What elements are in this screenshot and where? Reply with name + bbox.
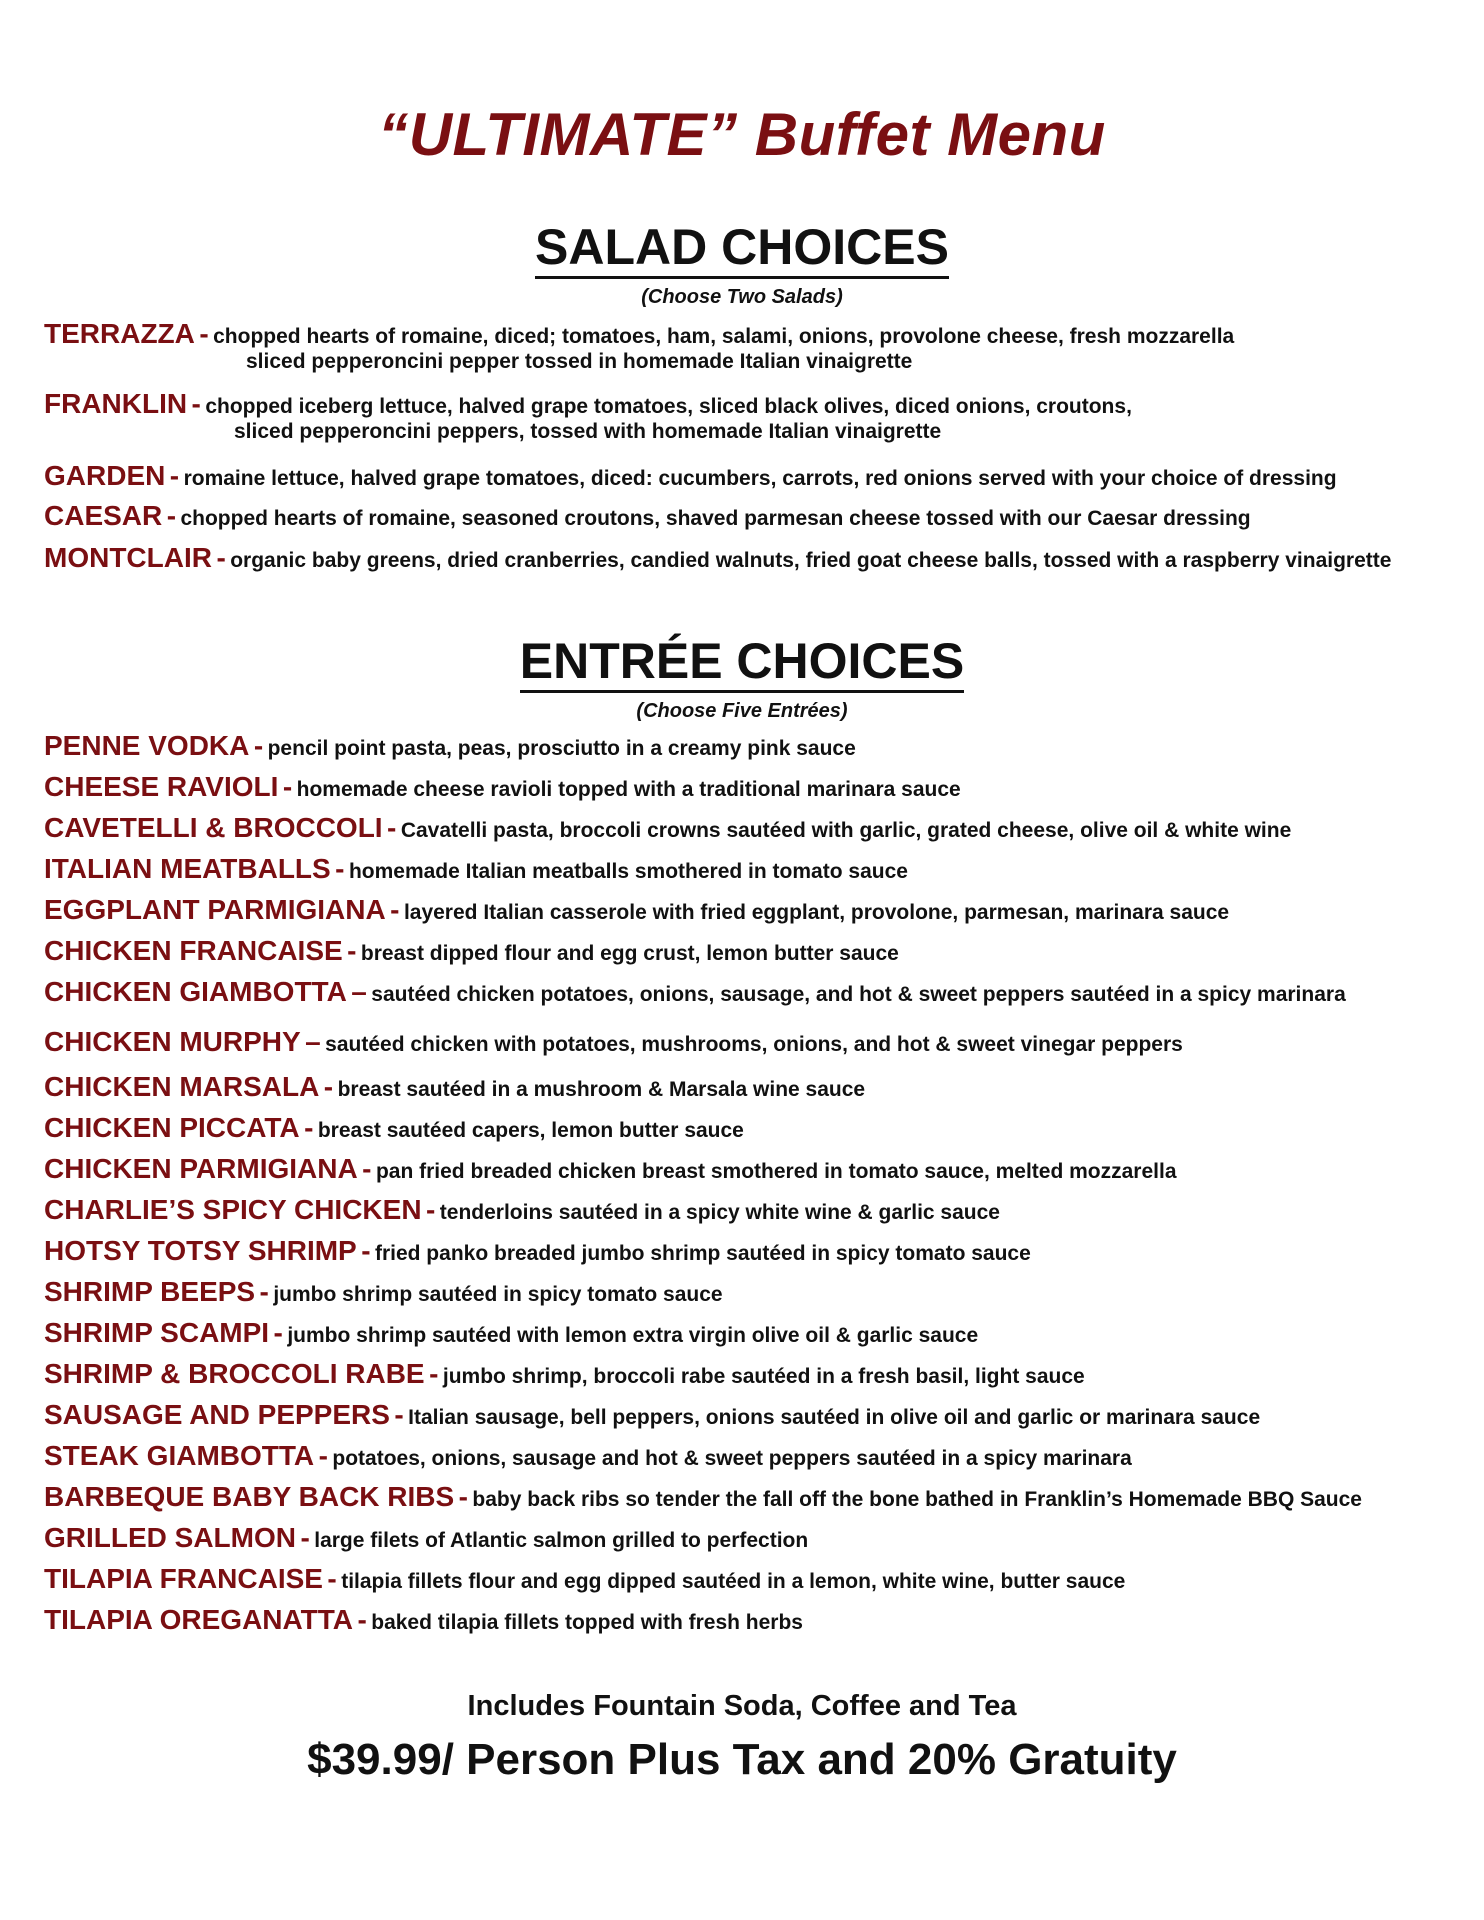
entree-item-separator: – [305, 1026, 321, 1057]
entree-item [44, 894, 1454, 926]
entree-item [44, 771, 1454, 803]
entree-item-name: TILAPIA OREGANATTA [44, 1604, 354, 1635]
entree-item [44, 1358, 1454, 1390]
price-line: $39.99/ Person Plus Tax and 20% Gratuity [307, 1735, 1177, 1784]
entree-item [44, 1481, 1454, 1513]
entree-item [44, 730, 1454, 762]
entree-item [44, 812, 1454, 844]
entree-item-separator: - [347, 935, 357, 966]
menu-title: “ULTIMATE” Buffet Menu [378, 101, 1106, 168]
entree-item-separator: - [458, 1481, 468, 1512]
salad-item-description: romaine lettuce, halved grape tomatoes, diced: cucumbers, carrots, red onions served with your choice of dressing [183, 467, 1337, 490]
entree-item-description: pan fried breaded chicken breast smothered in tomato sauce, melted mozzarella [375, 1160, 1177, 1183]
salad-item-description: chopped hearts of romaine, seasoned croutons, shaved parmesan cheese tossed with our Caesar dressing [180, 507, 1251, 530]
salad-item [44, 388, 1454, 444]
salad-item-description-continued: sliced pepperoncini peppers, tossed with homemade Italian vinaigrette [234, 420, 942, 443]
salad-item-separator: - [169, 460, 180, 491]
entree-item-separator: - [426, 1194, 436, 1225]
entree-item-description: sautéed chicken potatoes, onions, sausage, and hot & sweet peppers sautéed in a spicy marinara [371, 983, 1346, 1006]
entree-item [44, 1522, 1454, 1554]
entree-item-name: CAVETELLI & BROCCOLI [44, 812, 383, 843]
salad-item-name: GARDEN [44, 460, 166, 491]
entree-item-name: BARBEQUE BABY BACK RIBS [44, 1481, 455, 1512]
entree-item-separator: - [327, 1563, 337, 1594]
entree-item-description: jumbo shrimp sautéed in spicy tomato sauce [273, 1283, 723, 1306]
entree-item-description: pencil point pasta, peas, prosciutto in a creamy pink sauce [267, 737, 856, 760]
entree-item [44, 1604, 1454, 1636]
entree-item-name: GRILLED SALMON [44, 1522, 296, 1553]
salad-heading: SALAD CHOICES [0, 218, 1484, 276]
salad-item-name: CAESAR [44, 500, 163, 531]
salad-item [44, 460, 1454, 492]
entree-item-description: large filets of Atlantic salmon grilled to perfection [314, 1529, 809, 1552]
salad-item-description-continued: sliced pepperoncini pepper tossed in homemade Italian vinaigrette [246, 350, 913, 373]
entree-item-description: homemade cheese ravioli topped with a traditional marinara sauce [296, 778, 961, 801]
salad-item-separator: - [166, 500, 177, 531]
entree-item-description: sautéed chicken with potatoes, mushrooms, onions, and hot & sweet vinegar peppers [325, 1033, 1183, 1056]
entree-item-description: Cavatelli pasta, broccoli crowns sautéed with garlic, grated cheese, olive oil & white wine [400, 819, 1292, 842]
entree-item-name: CHICKEN MARSALA [44, 1071, 320, 1102]
entree-item-separator: - [259, 1276, 269, 1307]
salad-item [44, 542, 1454, 574]
entree-item-description: breast sautéed capers, lemon butter sauce [317, 1119, 744, 1142]
entree-item-name: CHICKEN PARMIGIANA [44, 1153, 358, 1184]
salad-item-name: TERRAZZA [44, 318, 195, 349]
entree-heading: ENTRÉE CHOICES [0, 632, 1484, 690]
entree-item [44, 1399, 1454, 1431]
entree-item [44, 1276, 1454, 1308]
salad-item [44, 500, 1454, 532]
entree-item-description: jumbo shrimp sautéed with lemon extra virgin olive oil & garlic sauce [287, 1324, 979, 1347]
salad-item-description: chopped iceberg lettuce, halved grape tomatoes, sliced black olives, diced onions, croutons, [205, 395, 1132, 418]
entree-item-name: SHRIMP BEEPS [44, 1276, 256, 1307]
entree-item [44, 1194, 1454, 1226]
entree-item-description: breast sautéed in a mushroom & Marsala wine sauce [337, 1078, 866, 1101]
entree-item [44, 1153, 1454, 1185]
entree-item-separator: - [282, 771, 293, 802]
entree-item-name: TILAPIA FRANCAISE [44, 1563, 323, 1594]
salad-subheading: (Choose Two Salads) [641, 286, 843, 308]
entree-item-name: SHRIMP SCAMPI [44, 1317, 270, 1348]
entree-item-description: jumbo shrimp, broccoli rabe sautéed in a fresh basil, light sauce [442, 1365, 1085, 1388]
entree-item [44, 1563, 1454, 1595]
entree-item-separator: - [394, 1399, 404, 1430]
entree-item-name: CHICKEN FRANCAISE [44, 935, 343, 966]
entree-item-separator: - [318, 1440, 328, 1471]
entree-item-description: potatoes, onions, sausage and hot & sweet peppers sautéed in a spicy marinara [332, 1447, 1132, 1470]
entree-item [44, 976, 1454, 1008]
entree-item-description: Italian sausage, bell peppers, onions sautéed in olive oil and garlic or marinara sauce [408, 1406, 1261, 1429]
salad-item [44, 318, 1454, 374]
entree-item-separator: - [323, 1071, 334, 1102]
entree-item-name: HOTSY TOTSY SHRIMP [44, 1235, 357, 1266]
salad-item-separator: - [191, 388, 201, 419]
salad-item-separator: - [216, 542, 226, 573]
entree-item-description: baby back ribs so tender the fall off the bone bathed in Franklin’s Homemade BBQ Sauce [472, 1488, 1362, 1511]
entree-item-separator: - [357, 1604, 367, 1635]
includes-note: Includes Fountain Soda, Coffee and Tea [467, 1690, 1017, 1722]
entree-item-separator: - [429, 1358, 439, 1389]
entree-item-separator: - [362, 1153, 372, 1184]
entree-item-description: fried panko breaded jumbo shrimp sautéed in spicy tomato sauce [374, 1242, 1031, 1265]
entree-item-description: layered Italian casserole with fried eggplant, provolone, parmesan, marinara sauce [403, 901, 1230, 924]
entree-item [44, 853, 1454, 885]
entree-item-separator: – [351, 976, 367, 1007]
entree-item-name: PENNE VODKA [44, 730, 250, 761]
entree-item-name: CHEESE RAVIOLI [44, 771, 279, 802]
entree-item [44, 1071, 1454, 1103]
entree-item-name: STEAK GIAMBOTTA [44, 1440, 315, 1471]
entree-item-separator: - [335, 853, 345, 884]
entree-item-name: CHARLIE’S SPICY CHICKEN [44, 1194, 422, 1225]
salad-item-name: MONTCLAIR [44, 542, 212, 573]
entree-subheading: (Choose Five Entrées) [636, 700, 848, 722]
entree-item-separator: - [361, 1235, 371, 1266]
entree-item [44, 1440, 1454, 1472]
entree-item-separator: - [304, 1112, 314, 1143]
entree-item-name: EGGPLANT PARMIGIANA [44, 894, 386, 925]
entree-item-name: SAUSAGE AND PEPPERS [44, 1399, 390, 1430]
entree-item-name: CHICKEN PICCATA [44, 1112, 300, 1143]
entree-item-separator: - [300, 1522, 310, 1553]
entree-item-name: CHICKEN MURPHY [44, 1026, 301, 1057]
entree-item-description: homemade Italian meatballs smothered in tomato sauce [348, 860, 908, 883]
salad-item-separator: - [199, 318, 209, 349]
salad-item-description: chopped hearts of romaine, diced; tomatoes, ham, salami, onions, provolone cheese, fresh mozzarella [213, 325, 1235, 348]
entree-item-separator: - [253, 730, 264, 761]
entree-item-name: CHICKEN GIAMBOTTA [44, 976, 347, 1007]
entree-item-name: SHRIMP & BROCCOLI RABE [44, 1358, 425, 1389]
entree-item [44, 1112, 1454, 1144]
entree-item-separator: - [273, 1317, 283, 1348]
entree-item [44, 1235, 1454, 1267]
salad-item-name: FRANKLIN [44, 388, 188, 419]
entree-item-name: ITALIAN MEATBALLS [44, 853, 331, 884]
entree-item [44, 935, 1454, 967]
entree-item-separator: - [390, 894, 400, 925]
salad-item-description: organic baby greens, dried cranberries, candied walnuts, fried goat cheese balls, tossed with a raspberry vinaigrette [230, 549, 1392, 572]
entree-item [44, 1317, 1454, 1349]
entree-item-description: tenderloins sautéed in a spicy white wine & garlic sauce [439, 1201, 1000, 1224]
entree-item-description: breast dipped flour and egg crust, lemon butter sauce [360, 942, 899, 965]
entree-item [44, 1026, 1454, 1058]
entree-item-description: baked tilapia fillets topped with fresh herbs [371, 1611, 803, 1634]
entree-item-separator: - [387, 812, 397, 843]
entree-item-description: tilapia fillets flour and egg dipped sautéed in a lemon, white wine, butter sauce [341, 1570, 1126, 1593]
